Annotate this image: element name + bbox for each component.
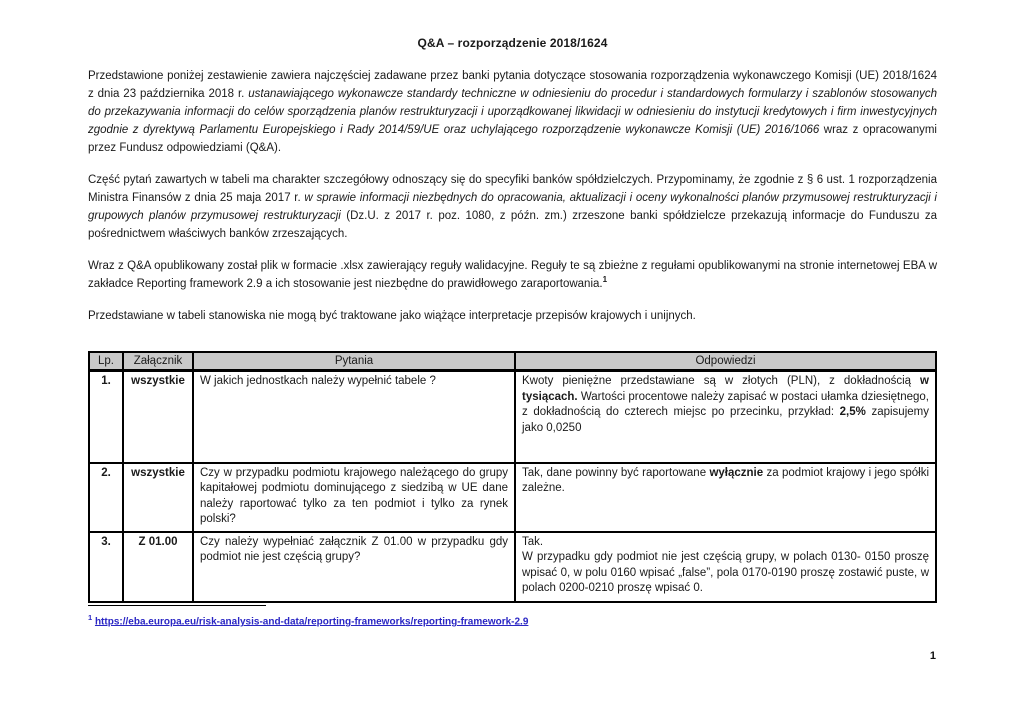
table-header-row: [89, 352, 936, 371]
page-number: 1: [929, 650, 936, 662]
validation-rules-text: Wraz z Q&A opublikowany został plik w formacie .xlsx zawierający reguły walidacyjne. Reguły te są zbieżne z regułami opublikowanymi na stronie internetowej EBA w zakładce Reporting framework 2.9 a ich stosowanie jest niezbędne do prawidłowego zaraportowania.: [88, 260, 937, 290]
cooperative-banks-text: Część pytań zawartych w tabeli ma charakter szczegółowy odnoszący się do specyfiki banków spółdzielczych. Przypominamy, że zgodnie z § 6 ust. 1 rozporządzenia Ministra Finansów z dnia 25 maja 2017 r.: [88, 174, 937, 204]
row-question: Czy należy wypełniać załącznik Z 01.00 w przypadku gdy podmiot nie jest częścią grupy?: [193, 532, 515, 602]
header-odpowiedzi: Odpowiedzi: [515, 352, 936, 371]
regulation-title-italic: ustanawiającego wykonawcze standardy techniczne w odniesieniu do procedur i standardowych formularzy i szablonów stosowanych do przekazywania informacji do celów sporządzenia planów restrukturyzacji i uporządkowanej likwidacji w odniesieniu do instytucji kredytowych i firm inwestycyjnych zgodnie z dyrektywą Parlamentu Europejskiego i Rady 2014/59/UE oraz uchylającego rozporządzenie wykonawcze Komisji (UE) 2016/1066: [88, 88, 937, 136]
row-attachment: wszystkie: [123, 371, 193, 463]
table-row: [89, 532, 936, 602]
intro-paragraph-text: Przedstawione poniżej zestawienie zawiera najczęściej zadawane przez banki pytania dotyczące stosowania rozporządzenia wykonawczego Komisji (UE) 2018/1624 z dnia 23 października 2018 r.: [88, 70, 937, 100]
header-lp: Lp.: [89, 352, 123, 371]
intro-paragraph-end: wraz z opracowanymi przez Fundusz odpowiedziami (Q&A).: [88, 124, 937, 154]
intro-paragraph: [88, 67, 937, 157]
answer-bold-text: w tysiącach.: [522, 375, 929, 403]
row-question: Czy w przypadku podmiotu krajowego należącego do grupy kapitałowej podmiotu dominującego z siedzibą w UE dane należy raportować tylko za ten podmiot i tylko za rynek polski?: [193, 463, 515, 532]
row-answer: [515, 532, 936, 602]
answer-text: Tak, dane powinny być raportowane: [522, 466, 710, 479]
eba-framework-link[interactable]: https://eba.europa.eu/risk-analysis-and-data/reporting-frameworks/reporting-framework-2.9: [94, 616, 529, 628]
footnote-reference: 1: [602, 275, 608, 285]
page-title: Q&A – rozporządzenie 2018/1624: [417, 36, 608, 50]
row-question: W jakich jednostkach należy wypełnić tabele ?: [193, 371, 515, 463]
ministry-regulation-title-italic: w sprawie informacji niezbędnych do opracowania, aktualizacji i oceny wykonalności planów przymusowej restrukturyzacji i grupowych planów przymusowej restrukturyzacji: [88, 192, 937, 222]
answer-bold-text: 2,5%: [839, 406, 866, 418]
answer-bold-text: wyłącznie: [709, 466, 764, 479]
row-answer: [515, 371, 936, 463]
disclaimer-paragraph: [88, 307, 937, 325]
row-number: 1.: [89, 371, 123, 463]
row-number: 2.: [89, 463, 123, 532]
cooperative-banks-paragraph: [88, 171, 937, 243]
answer-text: Kwoty pieniężne przedstawiane są w złotych (PLN), z dokładnością: [522, 375, 921, 387]
answer-line: Tak.: [522, 535, 544, 548]
table-row: [89, 463, 936, 532]
qa-table: [88, 351, 937, 603]
disclaimer-text: Przedstawiane w tabeli stanowiska nie mogą być traktowane jako wiążące interpretacje przepisów krajowych i unijnych.: [88, 310, 696, 322]
row-attachment: Z 01.00: [123, 532, 193, 602]
answer-text: zapisujemy jako 0,0250: [522, 406, 929, 434]
footnote-line: [88, 613, 788, 627]
footnote-marker: 1: [88, 613, 93, 622]
footnote-block: [88, 605, 788, 627]
footnote-separator: [88, 605, 266, 606]
header-pytania: Pytania: [193, 352, 515, 371]
table-row: [89, 371, 936, 463]
row-answer: [515, 463, 936, 532]
answer-text: Wartości procentowe należy zapisać w postaci ułamka dziesiętnego, z dokładnością do czterech miejsc po przecinku, przykład:: [522, 390, 929, 418]
answer-line: W przypadku gdy podmiot nie jest częścią grupy, w polach 0130- 0150 proszę wpisać 0, w polu 0160 wpisać „false”, pola 0170-0190 proszę zostawić puste, w polach 0200-0210 proszę wpisać 0.: [522, 551, 929, 594]
row-attachment: wszystkie: [123, 463, 193, 532]
cooperative-banks-end: (Dz.U. z 2017 r. poz. 1080, z późn. zm.) zrzeszone banki spółdzielcze przekazują informacje do Funduszu za pośrednictwem właściwych banków zrzeszających.: [88, 210, 937, 240]
validation-rules-paragraph: [88, 257, 937, 293]
row-number: 3.: [89, 532, 123, 602]
answer-text: za podmiot krajowy i jego spółki zależne.: [522, 466, 929, 494]
header-zalacznik: Załącznik: [123, 352, 193, 371]
